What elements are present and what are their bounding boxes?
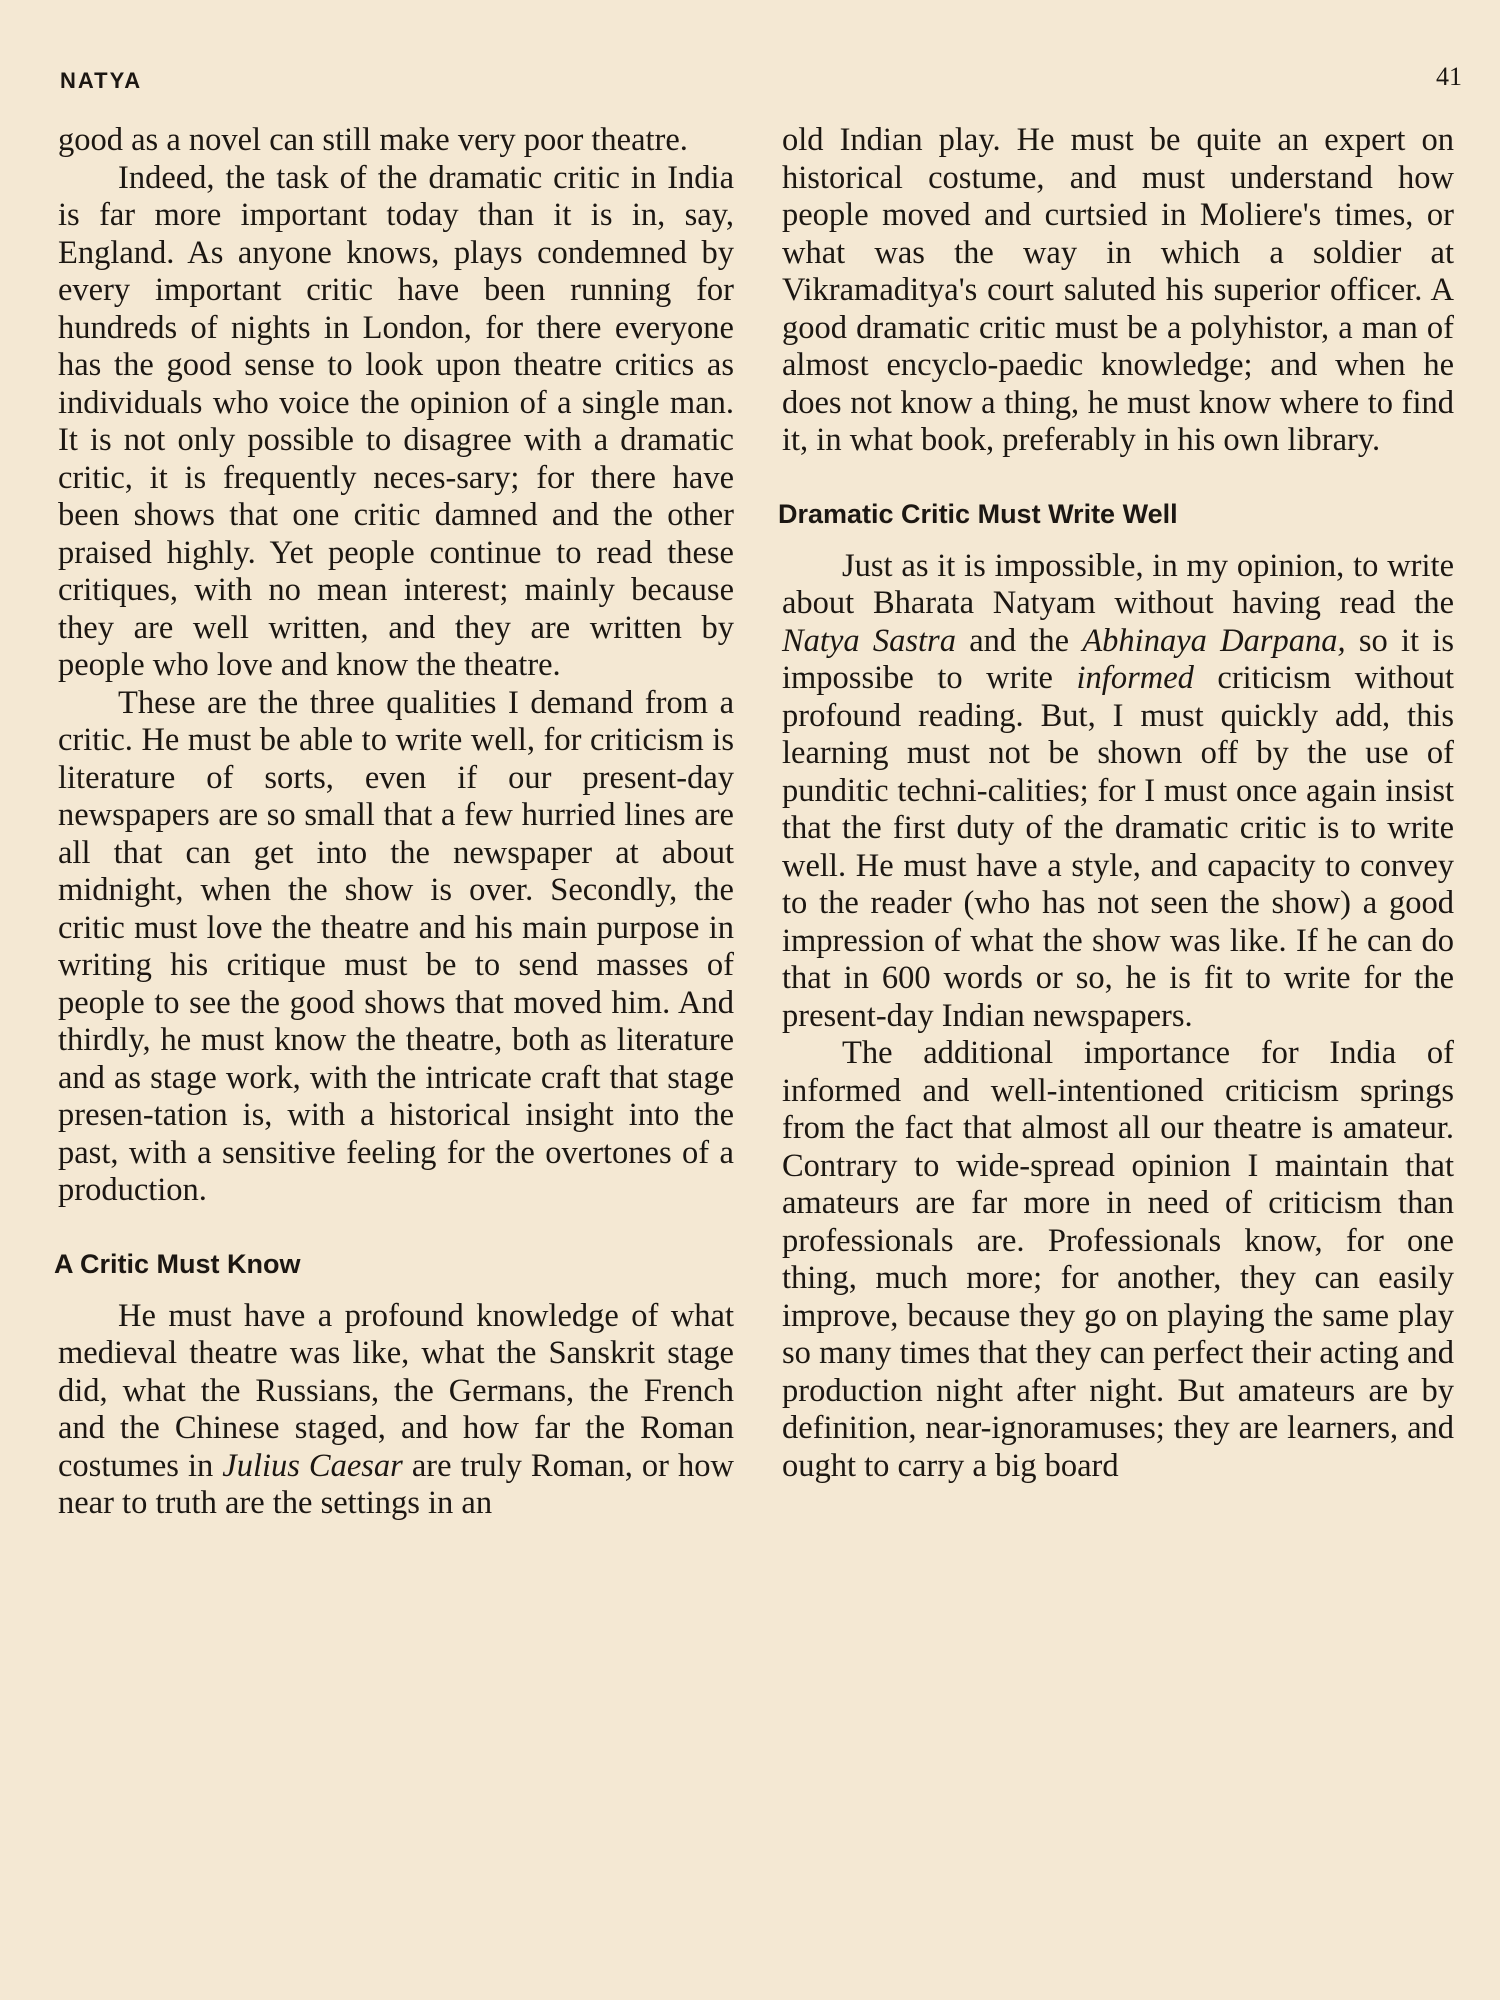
left-column bbox=[54, 122, 734, 1523]
text-run: He must have a profound knowledge of what medieval theatre was like, what the Sanskrit stage did, what the Russians, the Germans, the French and the Chinese staged, and how far the Roman costumes in bbox=[58, 1297, 734, 1484]
text-run: so it is impossibe to write bbox=[782, 622, 1454, 696]
paragraph: good as a novel can still make very poor theatre. bbox=[58, 122, 688, 158]
paragraph: The additional importance for India of informed and well-intentioned criticism springs from the fact that almost all our theatre is amateur. Contrary to wide-spread opinion I maintain that amateurs are far more in need of criticism than professionals are. Professionals know, for one thing, much more; for another, they can easily improve, because they go on playing the same play so many times that they can perfect their acting and production night after night. But amateurs are by definition, near-ignoramuses; they are learners, and ought to carry a big board bbox=[782, 1035, 1454, 1484]
right-column bbox=[778, 122, 1454, 1485]
italic-word: informed bbox=[1076, 660, 1194, 696]
text-run: Just as it is impossible, in my opinion, to write about Bharata Natyam without having read the bbox=[782, 547, 1454, 621]
text-run: and the bbox=[955, 622, 1083, 659]
paragraph: These are the three qualities I demand from a critic. He must be able to write well, for criticism is literature of sorts, even if our present-day newspapers are so small that a few hurried lines are all that can get into the newspaper at about midnight, when the show is over. Secondly, the critic must love the theatre and his main purpose in writing his critique must be to send masses of people to see the good shows that moved him. And thirdly, he must know the theatre, both as literature and as stage work, with the intricate craft that stage presen-tation is, with a historical insight into the past, with a sensitive feeling for the overtones of a production. bbox=[58, 684, 734, 1208]
italic-title: Abhinaya Darpana, bbox=[1082, 622, 1346, 659]
italic-title: Natya Sastra bbox=[782, 622, 956, 659]
section-heading: Dramatic Critic Must Write Well bbox=[778, 498, 1178, 529]
italic-title: Julius Caesar bbox=[222, 1447, 403, 1484]
journal-title: NATYA bbox=[60, 68, 143, 93]
paragraph bbox=[58, 1298, 734, 1523]
paragraph bbox=[782, 548, 1454, 1036]
paragraph: old Indian play. He must be quite an expert on historical costume, and must understand how people moved and curtsied in Moliere's times, or what was the way in which a soldier at Vikramaditya's court saluted his superior officer. A good dramatic critic must be a polyhistor, a man of almost encyclo-paedic knowledge; and when he does not know a thing, he must know where to find it, in what book, preferably in his own library. bbox=[782, 122, 1454, 458]
text-run: criticism without profound reading. But, I must quickly add, this learning must not be shown off by the use of punditic techni-calities; for I must once again insist that the first duty of the dramatic critic is to write well. He must have a style, and capacity to convey to the reader (who has not seen the show) a good impression of what the show was like. If he can do that in 600 words or so, he is fit to write for the present-day Indian newspapers. bbox=[782, 660, 1454, 1034]
section-heading: A Critic Must Know bbox=[54, 1248, 301, 1279]
paragraph: Indeed, the task of the dramatic critic in India is far more important today than it is in, say, England. As anyone knows, plays condemned by every important critic have been running for hundreds of nights in London, for there everyone has the good sense to look upon theatre critics as individuals who voice the opinion of a single man. It is not only possible to disagree with a dramatic critic, it is frequently neces-sary; for there have been shows that one critic damned and the other praised highly. Yet people continue to read these critiques, with no mean interest; mainly because they are well written, and they are written by people who love and know the theatre. bbox=[58, 159, 734, 683]
page-number: 41 bbox=[1436, 62, 1462, 91]
text-run: are truly Roman, or how near to truth are the settings in an bbox=[58, 1447, 734, 1521]
